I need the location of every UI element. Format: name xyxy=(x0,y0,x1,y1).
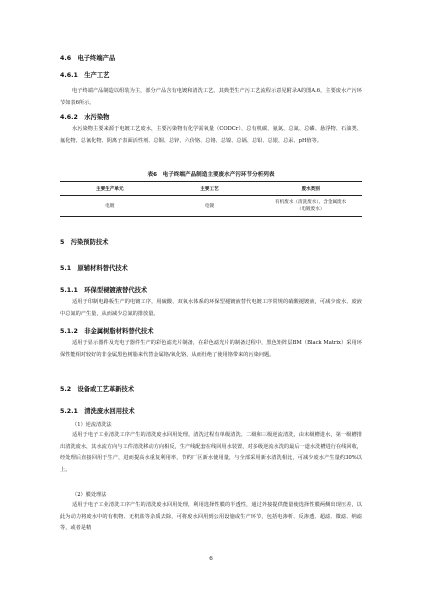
heading-title: 环保型褪镀液替代技术 xyxy=(84,287,148,294)
heading-5-1-1 xyxy=(60,287,147,295)
heading-number: 5.1.1 xyxy=(60,287,78,294)
heading-number: 5 xyxy=(60,239,65,246)
subheading-countercurrent: （1）逆流清洗法 xyxy=(72,422,112,428)
column-header-unit: 主要生产单元 xyxy=(60,182,160,196)
paragraph-4-6-2: 水污染物主要来源于电镀工艺废水，主要污染物有化学需氧量（CODCr）、总有机碳、氨氮、总氮、总磷、悬浮物、石油类、氟化物、总氰化物、阴离子表面活性剂、总铜、总锌、六价铬、总铬、总镍、总镉、总铅、总银、总汞、pH值等。 xyxy=(60,126,362,144)
heading-5-1 xyxy=(60,265,128,273)
paragraph-4-6-1: 电子终端产品制造以组装为主，部分产品含有电镀和清洗工艺。其典型生产污工艺流程示意见附录A的图A.6，主要废水产污环节如表6所示。 xyxy=(60,88,362,106)
heading-5 xyxy=(60,239,108,247)
paragraph-5-1-1: 适用于印制电路板生产的电镀工序，用硫酸、双氧水体系的环保型褪镀液替代电镀工序常规的硝酸褪镀液，可减少废水、废液中总氮的产生量，从而减少总氮的排放量。 xyxy=(60,299,362,317)
table-6-caption: 表6 电子终端产品制造主要废水产污环节分析列表 xyxy=(147,172,275,178)
heading-number: 4.6.1 xyxy=(60,72,78,79)
heading-title: 生产工艺 xyxy=(84,72,110,79)
heading-number: 4.6 xyxy=(60,55,72,62)
subheading-membrane: （2）膜处理法 xyxy=(72,492,107,498)
column-header-process: 主要工艺 xyxy=(160,182,260,196)
cell-unit: 电镀 xyxy=(60,196,160,217)
paragraph-5-1-2: 适用于显示器件及光电子器件生产的彩色滤光片制备，在彩色滤光片的制备过程中，黑色矩阵层BM（Black Matrix）采用环保性能相对较好的非金属黑色树脂来代替金属铬/氧化铬，从而杜绝了使用铬带来的污染问题。 xyxy=(60,340,362,358)
heading-number: 5.1.2 xyxy=(60,328,78,335)
heading-title: 污染预防技术 xyxy=(70,239,109,246)
heading-title: 原辅材料替代技术 xyxy=(77,265,128,272)
column-header-wastewater: 废水类别 xyxy=(259,182,362,196)
heading-4-6-2 xyxy=(60,114,109,122)
heading-number: 4.6.2 xyxy=(60,114,78,121)
paragraph-countercurrent: 适用于电子工业清洗工序产生的清洗废水回用处理。清洗过程有单级清洗、二级和三级逆流清洗，由末级槽进水，第一级槽排出清洗废水，其水流方向与工件清洗移动方向相反，生产线配套在线回用水装置，对多级逆流水洗的最后一道水洗槽进行在线回收，经处理后直接回用于生产，进而提高水重复利用率，节约厂区新水使用量，与全部采用新水清洗相比，可减少废水产生量约30%以上。 xyxy=(60,432,362,473)
table-header-row xyxy=(60,182,362,196)
heading-title: 清洗废水回用技术 xyxy=(84,408,135,415)
heading-title: 非金属树脂材料替代技术 xyxy=(84,328,154,335)
heading-5-2-1 xyxy=(60,408,135,416)
heading-number: 5.2 xyxy=(60,386,72,393)
heading-number: 5.1 xyxy=(60,265,72,272)
table-row xyxy=(60,196,362,217)
heading-4-6-1 xyxy=(60,72,109,80)
wastewater-line-1: 有机废水（清洗废水）、含金属废水 xyxy=(275,200,347,205)
cell-wastewater xyxy=(259,196,362,217)
heading-5-2 xyxy=(60,386,134,394)
heading-title: 电子终端产品 xyxy=(77,55,116,62)
paragraph-membrane: 适用于电子工业清洗工序产生的清洗废水回用处理，利用选择性膜的半透性，通过外接提供能量使选择性膜两侧出现压差，以此为动力将废水中的有机物、无机盐等杂质去除，可将废水回用到公用设施或生产环节，包括电渗析、反渗透、超滤、微滤、纳滤等，或者是精 xyxy=(60,502,362,531)
table-6 xyxy=(60,181,362,217)
heading-4-6 xyxy=(60,55,115,63)
wastewater-line-2: （电镀废水） xyxy=(296,207,325,212)
heading-title: 设备或工艺革新技术 xyxy=(77,386,135,393)
heading-5-1-2 xyxy=(60,328,154,336)
page-number: 6 xyxy=(209,556,213,562)
heading-title: 水污染物 xyxy=(84,114,110,121)
cell-process: 电镀 xyxy=(160,196,260,217)
heading-number: 5.2.1 xyxy=(60,408,78,415)
